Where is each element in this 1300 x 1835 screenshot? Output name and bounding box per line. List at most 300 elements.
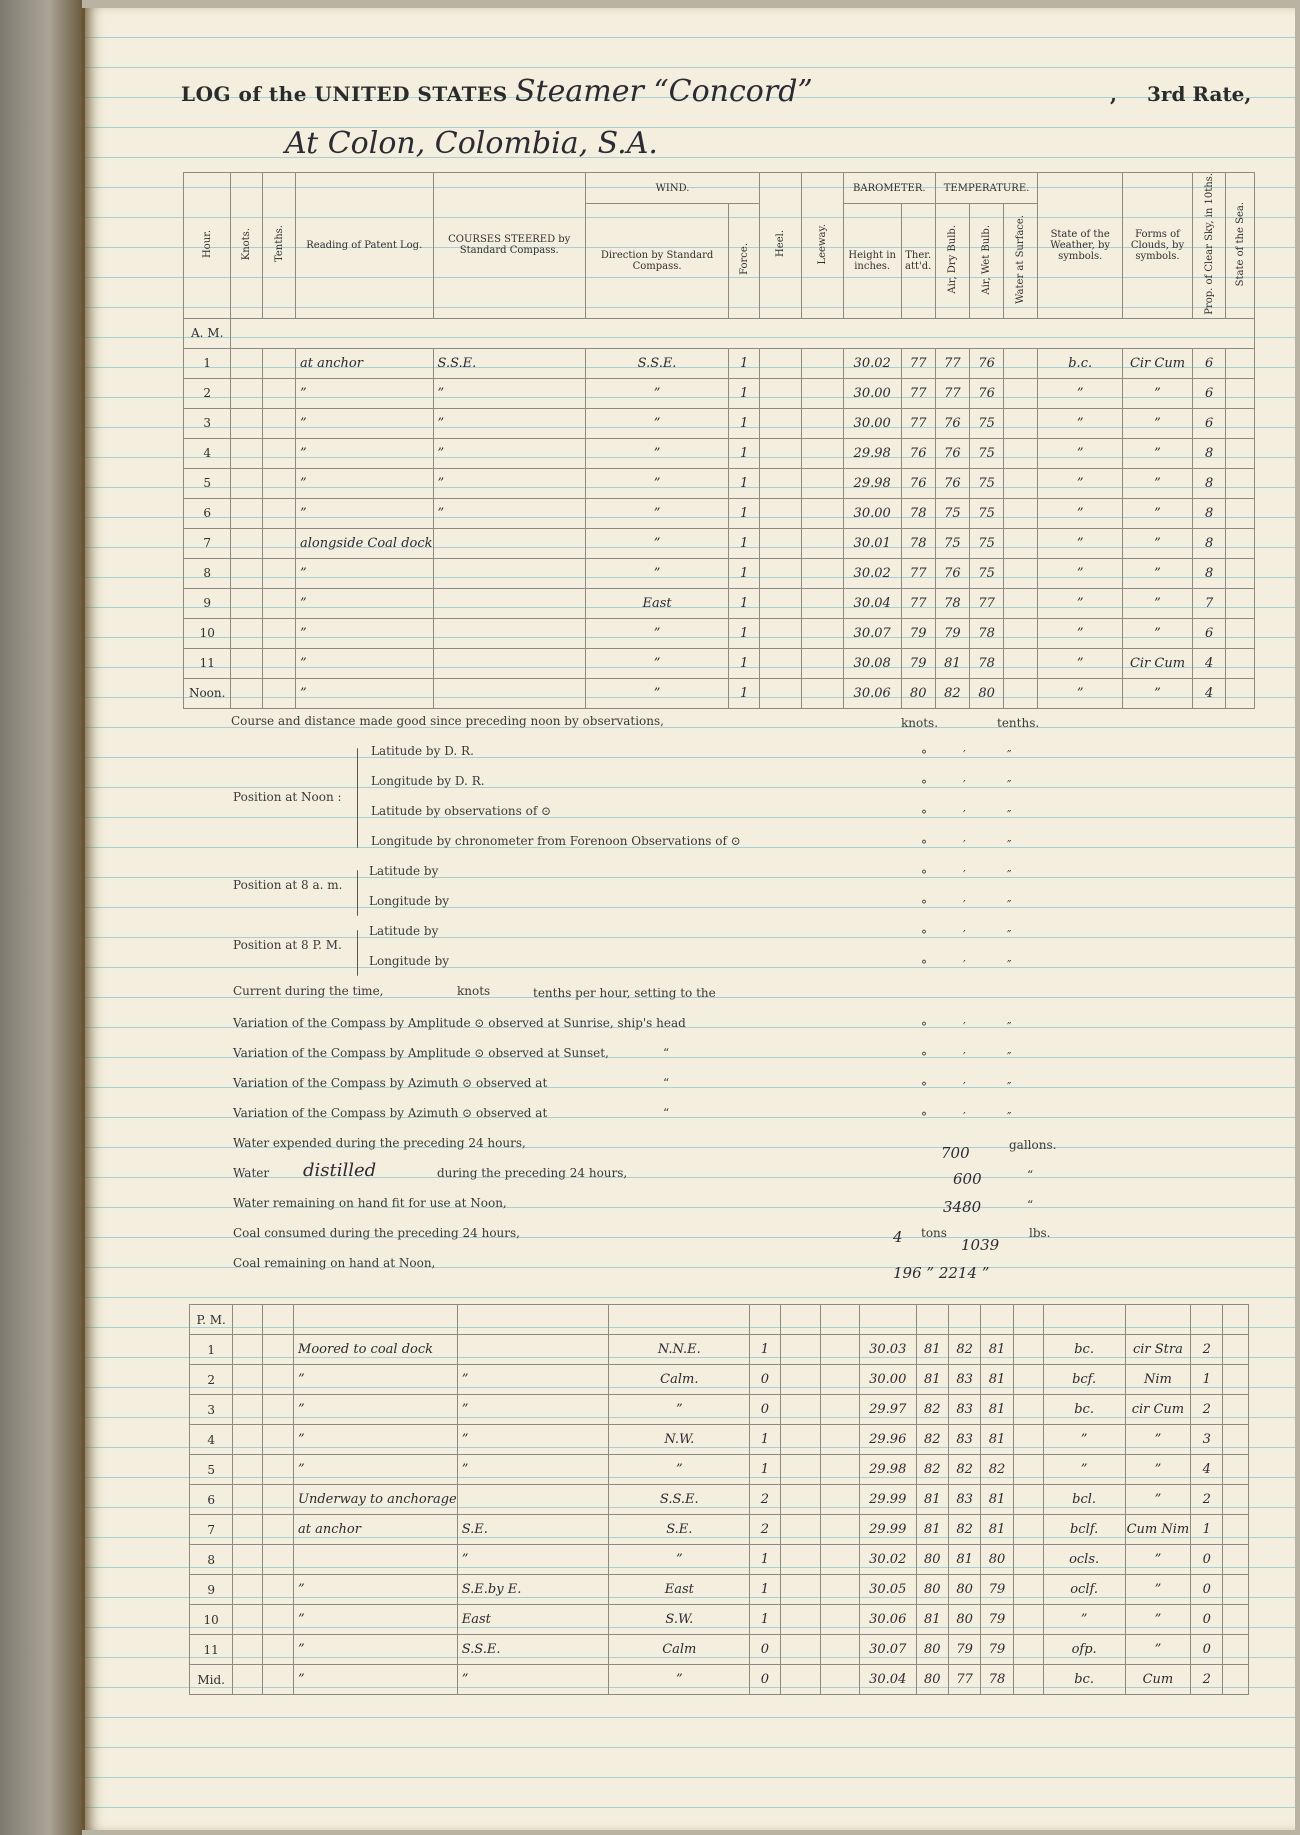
thermometer-cell: 79 — [901, 618, 935, 648]
sea-state-cell — [1223, 1605, 1249, 1635]
wet-bulb-cell: 75 — [970, 558, 1004, 588]
deg-mark: ° — [921, 958, 927, 972]
leeway-cell — [820, 1665, 859, 1695]
heel-cell — [760, 558, 802, 588]
sea-state-cell — [1223, 1515, 1249, 1545]
coal-consumed: Coal consumed during the preceding 24 hours, — [233, 1226, 520, 1240]
heel-cell — [760, 618, 802, 648]
weather-cell: ” — [1038, 528, 1123, 558]
clear-sky-cell: 2 — [1191, 1485, 1223, 1515]
tenths-cell — [263, 1545, 294, 1575]
heel-cell — [780, 1605, 820, 1635]
am-row-7 — [184, 528, 1255, 558]
deg-mark: ° — [921, 898, 927, 912]
clear-sky-cell: 6 — [1192, 348, 1226, 378]
wind-direction-cell: ” — [585, 408, 728, 438]
wind-direction-cell: Calm. — [609, 1365, 750, 1395]
heel-cell — [780, 1425, 820, 1455]
wind-direction-cell: ” — [609, 1545, 750, 1575]
course-cell — [457, 1335, 609, 1365]
pm8-brace — [357, 930, 358, 976]
water-expended: Water expended during the preceding 24 hours, — [233, 1136, 526, 1150]
am-row-noon — [184, 678, 1255, 708]
weather-cell: ” — [1038, 588, 1123, 618]
knots-cell — [233, 1425, 263, 1455]
clouds-cell: ” — [1123, 558, 1193, 588]
pm-row-3 — [190, 1395, 1249, 1425]
knots-label: knots. — [901, 716, 939, 730]
knots-cell — [233, 1395, 263, 1425]
force-cell: 1 — [729, 558, 760, 588]
barometer-height-cell: 30.00 — [859, 1365, 916, 1395]
sea-state-cell — [1226, 678, 1255, 708]
sea-state-cell — [1226, 618, 1255, 648]
wind-direction-cell: N.W. — [609, 1425, 750, 1455]
barometer-height-cell: 30.02 — [843, 348, 901, 378]
weather-cell: ” — [1038, 498, 1123, 528]
am-row-1 — [184, 348, 1255, 378]
hour-cell: 8 — [190, 1545, 233, 1575]
thermometer-cell: 76 — [901, 468, 935, 498]
water-surface-cell — [1013, 1665, 1043, 1695]
tenths-label: tenths. — [997, 716, 1040, 730]
thermometer-cell: 77 — [901, 378, 935, 408]
barometer-height-cell: 29.99 — [859, 1485, 916, 1515]
hour-cell: 5 — [184, 468, 231, 498]
wind-direction-cell: ” — [585, 468, 728, 498]
water-surface-cell — [1004, 468, 1038, 498]
thermometer-cell: 81 — [916, 1605, 948, 1635]
clouds-cell: ” — [1125, 1605, 1191, 1635]
sec-mark: ″ — [1007, 748, 1012, 762]
force-cell: 1 — [729, 678, 760, 708]
var-sunset: Variation of the Compass by Amplitude ⊙ observed at Sunset, — [233, 1046, 609, 1060]
col-tenths: Tenths. — [273, 225, 285, 263]
knots-cell — [231, 348, 263, 378]
dry-bulb-cell: 77 — [935, 378, 969, 408]
min-mark: ′ — [963, 928, 966, 942]
course-cell — [433, 588, 585, 618]
course-cell: ” — [433, 438, 585, 468]
clouds-cell: ” — [1123, 618, 1193, 648]
thermometer-cell: 78 — [901, 498, 935, 528]
knots-cell — [231, 648, 263, 678]
leeway-cell — [820, 1515, 859, 1545]
thermometer-cell: 78 — [901, 528, 935, 558]
wind-direction-cell: S.E. — [609, 1515, 750, 1545]
force-cell: 2 — [750, 1485, 780, 1515]
patent-log-cell: ” — [296, 648, 434, 678]
sea-state-cell — [1226, 348, 1255, 378]
am-row-2 — [184, 378, 1255, 408]
pm-row-9 — [190, 1575, 1249, 1605]
patent-log-cell: ” — [296, 558, 434, 588]
knots-cell — [233, 1635, 263, 1665]
barometer-height-cell: 29.97 — [859, 1395, 916, 1425]
deg-mark: ° — [921, 1110, 927, 1124]
heel-cell — [760, 498, 802, 528]
clouds-cell: Cum Nim — [1125, 1515, 1191, 1545]
knots-cell — [231, 588, 263, 618]
wet-bulb-cell: 82 — [981, 1455, 1013, 1485]
pm-log-table — [189, 1304, 1249, 1695]
heel-cell — [760, 348, 802, 378]
barometer-height-cell: 29.99 — [859, 1515, 916, 1545]
force-cell: 1 — [729, 528, 760, 558]
dry-bulb-cell: 75 — [935, 528, 969, 558]
am-row-5 — [184, 468, 1255, 498]
col-barometer: BAROMETER. — [843, 173, 935, 204]
barometer-height-cell: 30.06 — [843, 678, 901, 708]
hour-cell: 8 — [184, 558, 231, 588]
course-line: Course and distance made good since preceding noon by observations, — [231, 714, 664, 728]
pm8-lat: Latitude by — [369, 924, 439, 938]
am-row-6 — [184, 498, 1255, 528]
vessel-name: Steamer “Concord” — [515, 74, 813, 109]
force-cell: 1 — [750, 1335, 780, 1365]
wet-bulb-cell: 79 — [981, 1635, 1013, 1665]
patent-log-cell: ” — [294, 1365, 458, 1395]
sea-state-cell — [1223, 1575, 1249, 1605]
clear-sky-cell: 0 — [1191, 1545, 1223, 1575]
hour-cell: 10 — [190, 1605, 233, 1635]
deg-mark: ° — [921, 868, 927, 882]
heel-cell — [760, 378, 802, 408]
weather-cell: ” — [1043, 1425, 1125, 1455]
dry-bulb-cell: 76 — [935, 438, 969, 468]
knots-cell — [233, 1515, 263, 1545]
water-surface-cell — [1013, 1425, 1043, 1455]
tons-label: tons — [921, 1226, 947, 1240]
course-cell: East — [457, 1605, 609, 1635]
deg-mark: ° — [921, 1080, 927, 1094]
wind-direction-cell: S.S.E. — [609, 1485, 750, 1515]
clear-sky-cell: 2 — [1191, 1665, 1223, 1695]
clouds-cell: cir Stra — [1125, 1335, 1191, 1365]
wet-bulb-cell: 78 — [970, 648, 1004, 678]
water-distilled-ditto: “ — [1027, 1168, 1034, 1182]
am8-label: Position at 8 a. m. — [233, 878, 343, 892]
col-wind: WIND. — [585, 173, 759, 204]
pm-row-10 — [190, 1605, 1249, 1635]
dry-bulb-cell: 80 — [948, 1575, 980, 1605]
weather-cell: ” — [1043, 1455, 1125, 1485]
barometer-height-cell: 30.07 — [843, 618, 901, 648]
pm-row-6 — [190, 1485, 1249, 1515]
course-cell — [433, 558, 585, 588]
hour-cell: 9 — [190, 1575, 233, 1605]
sea-state-cell — [1223, 1545, 1249, 1575]
tenths-cell — [263, 1365, 294, 1395]
wet-bulb-cell: 75 — [970, 468, 1004, 498]
wet-bulb-cell: 81 — [981, 1425, 1013, 1455]
wind-direction-cell: ” — [585, 618, 728, 648]
sec-mark: ″ — [1007, 838, 1012, 852]
force-cell: 1 — [729, 618, 760, 648]
dry-bulb-cell: 77 — [935, 348, 969, 378]
tenths-cell — [263, 1605, 294, 1635]
course-cell: S.E. — [457, 1515, 609, 1545]
wind-direction-cell: ” — [585, 558, 728, 588]
var-az1: Variation of the Compass by Azimuth ⊙ observed at — [233, 1076, 548, 1090]
leeway-cell — [820, 1455, 859, 1485]
tenths-cell — [263, 408, 296, 438]
tenths-cell — [263, 678, 296, 708]
col-force: Force. — [738, 243, 750, 276]
leeway-cell — [820, 1635, 859, 1665]
clouds-cell: ” — [1125, 1455, 1191, 1485]
weather-cell: ” — [1038, 438, 1123, 468]
min-mark: ′ — [963, 898, 966, 912]
deg-mark: ° — [921, 838, 927, 852]
hour-cell: 7 — [184, 528, 231, 558]
pm-row-5 — [190, 1455, 1249, 1485]
col-leeway: Leeway. — [817, 223, 829, 265]
am-rows — [184, 348, 1255, 708]
leeway-cell — [820, 1365, 859, 1395]
wet-bulb-cell: 78 — [970, 618, 1004, 648]
force-cell: 1 — [729, 498, 760, 528]
thermometer-cell: 82 — [916, 1425, 948, 1455]
barometer-height-cell: 29.98 — [843, 468, 901, 498]
pm8-lon: Longitude by — [369, 954, 450, 968]
clear-sky-cell: 6 — [1192, 618, 1226, 648]
clouds-cell: ” — [1123, 378, 1193, 408]
heel-cell — [760, 588, 802, 618]
am-log-table — [183, 172, 1255, 709]
tenths-cell — [263, 468, 296, 498]
wind-direction-cell: ” — [609, 1665, 750, 1695]
current-tenths: tenths per hour, setting to the — [533, 986, 716, 1000]
patent-log-cell: ” — [294, 1665, 458, 1695]
wind-direction-cell: Calm — [609, 1635, 750, 1665]
water-surface-cell — [1004, 558, 1038, 588]
wet-bulb-cell: 81 — [981, 1335, 1013, 1365]
water-distilled-word: distilled — [303, 1160, 377, 1181]
knots-cell — [233, 1605, 263, 1635]
course-cell: S.S.E. — [457, 1635, 609, 1665]
water-surface-cell — [1013, 1545, 1043, 1575]
knots-cell — [231, 408, 263, 438]
heel-cell — [760, 408, 802, 438]
hour-cell: 2 — [190, 1365, 233, 1395]
clouds-cell: ” — [1123, 438, 1193, 468]
wind-direction-cell: ” — [609, 1455, 750, 1485]
wet-bulb-cell: 75 — [970, 438, 1004, 468]
heel-cell — [760, 438, 802, 468]
deg-mark: ° — [921, 808, 927, 822]
pm-label: P. M. — [190, 1305, 233, 1335]
sea-state-cell — [1223, 1455, 1249, 1485]
clear-sky-cell: 4 — [1192, 678, 1226, 708]
water-surface-cell — [1004, 408, 1038, 438]
course-cell — [433, 648, 585, 678]
force-cell: 1 — [729, 438, 760, 468]
course-cell: ” — [433, 498, 585, 528]
sea-state-cell — [1226, 528, 1255, 558]
force-cell: 1 — [750, 1545, 780, 1575]
sea-state-cell — [1226, 498, 1255, 528]
water-surface-cell — [1004, 348, 1038, 378]
knots-cell — [233, 1455, 263, 1485]
book-spine — [0, 0, 82, 1835]
leeway-cell — [820, 1485, 859, 1515]
wind-direction-cell: ” — [609, 1395, 750, 1425]
dry-bulb-cell: 83 — [948, 1485, 980, 1515]
water-surface-cell — [1004, 678, 1038, 708]
force-cell: 0 — [750, 1635, 780, 1665]
gallons-label: gallons. — [1009, 1138, 1057, 1152]
wind-direction-cell: ” — [585, 378, 728, 408]
dry-bulb-cell: 76 — [935, 558, 969, 588]
course-cell — [433, 528, 585, 558]
wet-bulb-cell: 81 — [981, 1365, 1013, 1395]
water-surface-cell — [1013, 1635, 1043, 1665]
clear-sky-cell: 4 — [1192, 648, 1226, 678]
pm-row-4 — [190, 1425, 1249, 1455]
sea-state-cell — [1226, 468, 1255, 498]
force-cell: 1 — [729, 408, 760, 438]
weather-cell: ” — [1038, 648, 1123, 678]
barometer-height-cell: 30.03 — [859, 1335, 916, 1365]
wind-direction-cell: ” — [585, 438, 728, 468]
wet-bulb-cell: 75 — [970, 408, 1004, 438]
am-row-9 — [184, 588, 1255, 618]
leeway-cell — [820, 1425, 859, 1455]
barometer-height-cell: 29.98 — [859, 1455, 916, 1485]
clouds-cell: Cum — [1125, 1665, 1191, 1695]
weather-cell: ” — [1043, 1605, 1125, 1635]
current-line: Current during the time, — [233, 984, 384, 998]
tenths-cell — [263, 348, 296, 378]
tenths-cell — [263, 1335, 294, 1365]
wind-direction-cell: S.W. — [609, 1605, 750, 1635]
tenths-cell — [263, 1485, 294, 1515]
thermometer-cell: 77 — [901, 348, 935, 378]
knots-cell — [233, 1365, 263, 1395]
thermometer-cell: 81 — [916, 1365, 948, 1395]
course-cell — [457, 1485, 609, 1515]
tenths-cell — [263, 1665, 294, 1695]
pm-rows — [190, 1335, 1249, 1695]
leeway-cell — [802, 558, 843, 588]
wet-bulb-cell: 79 — [981, 1575, 1013, 1605]
patent-log-cell: alongside Coal dock — [296, 528, 434, 558]
heel-cell — [780, 1515, 820, 1545]
sec-mark: ″ — [1007, 1020, 1012, 1034]
water-surface-cell — [1004, 618, 1038, 648]
water-remaining: Water remaining on hand fit for use at Noon, — [233, 1196, 507, 1210]
thermometer-cell: 82 — [916, 1395, 948, 1425]
force-cell: 1 — [729, 348, 760, 378]
col-heel: Heel. — [775, 230, 787, 258]
col-hour: Hour. — [201, 229, 213, 258]
tenths-cell — [263, 1515, 294, 1545]
force-cell: 1 — [750, 1605, 780, 1635]
course-cell: ” — [457, 1425, 609, 1455]
patent-log-cell: ” — [296, 438, 434, 468]
leeway-cell — [802, 588, 843, 618]
pm-row-1 — [190, 1335, 1249, 1365]
sea-state-cell — [1226, 588, 1255, 618]
hour-cell: 6 — [184, 498, 231, 528]
force-cell: 1 — [729, 648, 760, 678]
wind-direction-cell: ” — [585, 648, 728, 678]
dry-bulb-cell: 81 — [935, 648, 969, 678]
wind-direction-cell: East — [585, 588, 728, 618]
knots-cell — [233, 1575, 263, 1605]
dry-bulb-cell: 76 — [935, 468, 969, 498]
log-title: LOG of the UNITED STATES — [181, 82, 508, 106]
col-sea: State of the Sea. — [1234, 201, 1246, 287]
deg-mark: ° — [921, 1050, 927, 1064]
water-surface-cell — [1004, 588, 1038, 618]
course-cell: ” — [433, 468, 585, 498]
dry-bulb-cell: 83 — [948, 1425, 980, 1455]
leeway-cell — [802, 408, 843, 438]
water-expended-value: 700 — [941, 1144, 970, 1162]
leeway-cell — [802, 618, 843, 648]
col-ther: Ther. att'd. — [901, 204, 935, 319]
hour-cell: 9 — [184, 588, 231, 618]
weather-cell: bcl. — [1043, 1485, 1125, 1515]
clear-sky-cell: 8 — [1192, 468, 1226, 498]
thermometer-cell: 77 — [901, 408, 935, 438]
sec-mark: ″ — [1007, 808, 1012, 822]
force-cell: 2 — [750, 1515, 780, 1545]
hour-cell: 5 — [190, 1455, 233, 1485]
clouds-cell: ” — [1125, 1485, 1191, 1515]
wet-bulb-cell: 81 — [981, 1395, 1013, 1425]
knots-cell — [233, 1545, 263, 1575]
col-wind-direction: Direction by Standard Compass. — [585, 204, 728, 319]
thermometer-cell: 80 — [916, 1575, 948, 1605]
heel-cell — [780, 1635, 820, 1665]
heel-cell — [780, 1395, 820, 1425]
barometer-height-cell: 30.02 — [859, 1545, 916, 1575]
pm8-label: Position at 8 P. M. — [233, 938, 342, 952]
tenths-cell — [263, 1575, 294, 1605]
thermometer-cell: 82 — [916, 1455, 948, 1485]
water-surface-cell — [1013, 1485, 1043, 1515]
leeway-cell — [802, 378, 843, 408]
var-az1-ditto: “ — [663, 1076, 670, 1090]
sea-state-cell — [1226, 648, 1255, 678]
coal-remaining-value: 196 ” 2214 ” — [893, 1264, 990, 1282]
weather-cell: bcf. — [1043, 1365, 1125, 1395]
patent-log-cell: Underway to anchorage — [294, 1485, 458, 1515]
leeway-cell — [820, 1335, 859, 1365]
barometer-height-cell: 30.08 — [843, 648, 901, 678]
water-surface-cell — [1004, 528, 1038, 558]
barometer-height-cell: 30.06 — [859, 1605, 916, 1635]
noon-label: Position at Noon : — [233, 790, 342, 804]
hour-cell: 10 — [184, 618, 231, 648]
wind-direction-cell: ” — [585, 498, 728, 528]
knots-cell — [231, 378, 263, 408]
patent-log-cell: at anchor — [294, 1515, 458, 1545]
clouds-cell: Cir Cum — [1123, 348, 1193, 378]
patent-log-cell: ” — [296, 678, 434, 708]
leeway-cell — [802, 498, 843, 528]
knots-cell — [231, 678, 263, 708]
sea-state-cell — [1223, 1335, 1249, 1365]
hour-cell: 3 — [184, 408, 231, 438]
wind-direction-cell: ” — [585, 528, 728, 558]
water-remaining-value: 3480 — [943, 1198, 982, 1216]
coal-tons-value: 4 — [893, 1228, 903, 1246]
am8-brace — [357, 870, 358, 916]
